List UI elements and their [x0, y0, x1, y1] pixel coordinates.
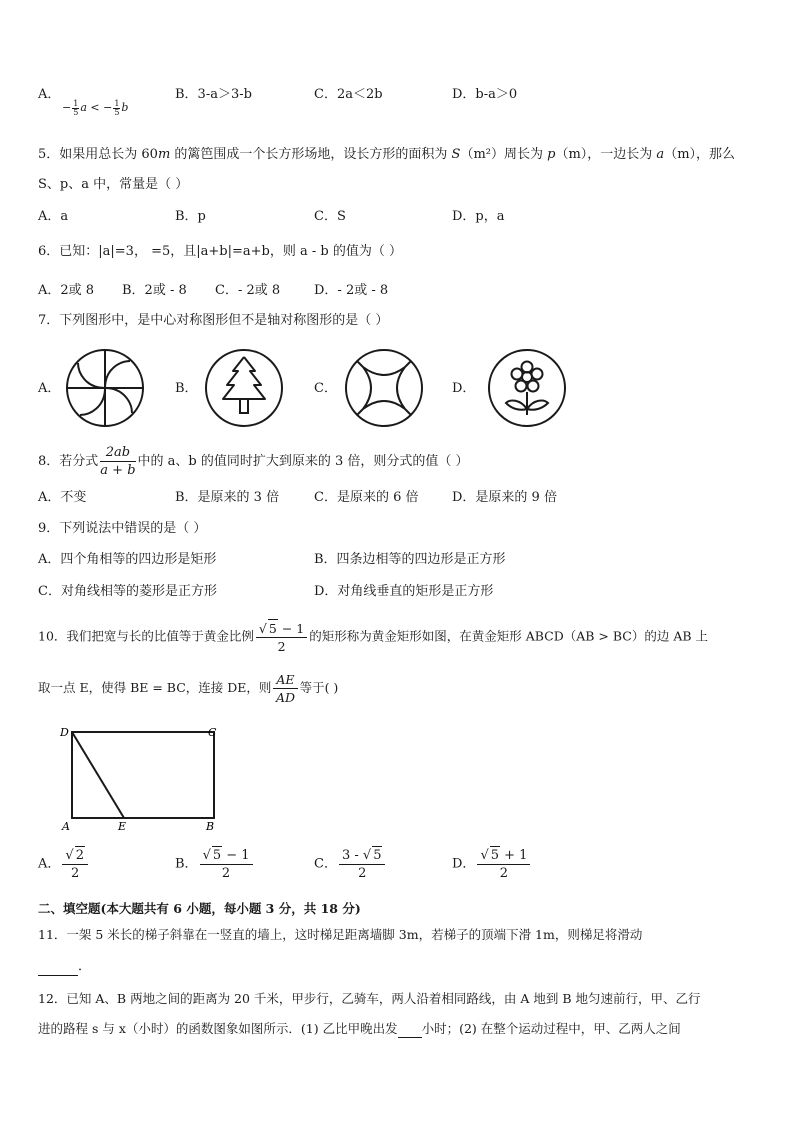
- q10-b-frac: $\frac{√ 5 - 1}{2}$: [200, 846, 253, 882]
- golden-rectangle-figure: [52, 722, 234, 834]
- q9-option-a: A．四个角相等的四边形是矩形: [38, 552, 217, 567]
- q5-stem-line2: S、p、a 中，常量是（ ）: [38, 177, 189, 192]
- q10-den: 2: [277, 639, 286, 654]
- label-a: A: [62, 820, 70, 833]
- q5-t7: （m），一边长为: [555, 147, 657, 162]
- q9-option-c: C．对角线相等的菱形是正方形: [38, 584, 217, 599]
- q11-tail: ．: [78, 959, 92, 974]
- q10-b-root: 5: [212, 848, 222, 863]
- label-d: D: [60, 726, 69, 739]
- flower-figure: [486, 347, 568, 429]
- q10-line2-post: 等于( ): [299, 680, 339, 695]
- q10-root: 5: [268, 621, 277, 636]
- q5-t4: S: [451, 147, 461, 162]
- q10-line2-pre: 取一点 E，使得 BE = BC，连接 DE，则: [38, 680, 272, 695]
- q8-fraction: [100, 444, 135, 479]
- q5-t3: 的篱笆围成一个长方形场地，设长方形的面积为: [170, 147, 452, 162]
- q4-a-label: A．: [38, 87, 61, 102]
- q5-t5: （m²）周长为: [460, 147, 548, 162]
- q10-d-label: D．: [452, 856, 476, 872]
- q6-option-d: D．- 2或 - 8: [314, 283, 389, 298]
- tree-figure: [203, 347, 285, 429]
- q10-ratio-fraction: [273, 671, 297, 706]
- q8-post: 中的 a、b 的值同时扩大到原来的 3 倍，则分式的值（ ）: [137, 454, 469, 469]
- q10-option-d: [452, 846, 532, 886]
- q10-d-frac: $\frac{√ 5 + 1}{2}$: [477, 846, 530, 882]
- q7-option-c-label: C．: [314, 381, 337, 396]
- q10-a-den: 2: [71, 866, 80, 881]
- q9-option-d: D．对角线垂直的矩形是正方形: [314, 584, 494, 599]
- q4-option-a: [38, 86, 60, 104]
- q10-stem-line2: [38, 671, 338, 711]
- q10-ratio-num: AE: [273, 671, 297, 689]
- q11-answer-line: [38, 958, 91, 976]
- q4-a-frac: [72, 100, 79, 117]
- q5-t2: m: [157, 147, 171, 162]
- q10-b-label: B．: [175, 856, 198, 872]
- q12-stem-line2: [38, 1020, 681, 1038]
- q10-b-den: 2: [221, 866, 231, 881]
- q10-golden-fraction: $\frac{√ 5 - 1}{2}$: [256, 619, 307, 655]
- q7-option-b-label: B．: [175, 381, 198, 396]
- q10-a-frac: $\frac{√ 2}{2}$: [62, 846, 88, 882]
- q5-option-a: A．a: [38, 209, 69, 224]
- q4-option-d: D．b-a＞0: [452, 87, 518, 102]
- q10-a-label: A．: [38, 856, 61, 872]
- q6-option-a: A．2或 8: [38, 283, 95, 298]
- q5-t8: a: [656, 147, 665, 162]
- q7-option-a-label: A．: [38, 381, 61, 396]
- q4-option-a-expr: [62, 99, 128, 117]
- q10-c-label: C．: [314, 856, 337, 872]
- label-b: B: [206, 820, 215, 833]
- q10-num-rest: − 1: [277, 621, 305, 636]
- q4-a-frac2-den: 5: [114, 107, 120, 117]
- q5-t1: 5．如果用总长为 60: [38, 147, 158, 162]
- q10-a-root: 2: [75, 848, 84, 863]
- q11-blank[interactable]: [38, 961, 78, 976]
- q5-stem-line1: [38, 146, 735, 164]
- q12-blank[interactable]: [398, 1023, 422, 1038]
- q8-option-a: A．不变: [38, 490, 87, 505]
- q10-c-frac: $\frac{3 - √ 5}{2}$: [339, 846, 386, 882]
- q10-post: 的矩形称为黄金矩形如图，在黄金矩形 ABCD（AB > BC）的边 AB 上: [309, 628, 708, 644]
- q4-option-c: C．2a＜2b: [314, 87, 383, 102]
- q10-c-root: 5: [373, 848, 382, 863]
- q5-option-d: D．p，a: [452, 209, 505, 224]
- q4-a-frac-num: 1: [73, 98, 79, 108]
- q8-pre: 8．若分式: [38, 454, 99, 469]
- q7-stem: 7．下列图形中，是中心对称图形但不是轴对称图形的是（ ）: [38, 313, 389, 328]
- q10-option-c: [314, 846, 387, 886]
- q4-a-minus: −: [62, 101, 72, 114]
- q8-frac-den: a + b: [100, 463, 136, 478]
- q5-t6: p: [547, 147, 556, 162]
- q4-option-b: B．3-a＞3-b: [175, 87, 252, 102]
- q9-stem: 9．下列说法中错误的是（ ）: [38, 521, 207, 536]
- q8-stem: [38, 444, 469, 480]
- q10-d-den: 2: [499, 866, 509, 881]
- label-c: C: [208, 726, 217, 739]
- q5-option-c: C．S: [314, 209, 346, 224]
- q10-option-b: [175, 846, 255, 886]
- q4-a-frac2: [113, 100, 120, 117]
- q12-stem-line1: 12．已知 A、B 两地之间的距离为 20 千米，甲步行，乙骑车，两人沿着相同路线，由 A 地到 B 地匀速前行，甲、乙行: [38, 991, 701, 1006]
- q4-a-frac-den: 5: [73, 107, 79, 117]
- q4-a-frac2-num: 1: [114, 98, 120, 108]
- q4-a-lt: < −: [86, 101, 113, 114]
- q8-option-b: B．是原来的 3 倍: [175, 490, 280, 505]
- q8-option-c: C．是原来的 6 倍: [314, 490, 419, 505]
- q10-b-rest: − 1: [222, 848, 250, 863]
- q4-a-var1: a: [80, 101, 87, 114]
- section-title-fill-in: 二、填空题(本大题共有 6 小题，每小题 3 分，共 18 分): [38, 901, 361, 916]
- q11-stem: 11．一架 5 米长的梯子斜靠在一竖直的墙上，这时梯足距离墙脚 3m，若梯子的顶端下滑 1m，则梯足将滑动: [38, 927, 643, 942]
- q10-stem-line1: [38, 619, 708, 659]
- q10-d-rest: + 1: [500, 848, 528, 863]
- q4-a-var2: b: [121, 101, 129, 114]
- q6-option-c: C．- 2或 8: [215, 283, 281, 298]
- pinwheel-figure: [64, 347, 146, 429]
- q10-c-den: 2: [358, 866, 367, 881]
- concave-square-figure: [343, 347, 425, 429]
- q10-pre: 10．我们把宽与长的比值等于黄金比例: [38, 628, 254, 644]
- q10-option-a: [38, 846, 90, 886]
- q10-d-root: 5: [490, 848, 500, 863]
- q12-line2-b: 小时；(2) 在整个运动过程中，甲、乙两人之间: [421, 1021, 681, 1036]
- q8-option-d: D．是原来的 9 倍: [452, 490, 557, 505]
- label-e: E: [118, 820, 127, 833]
- q9-option-b: B．四条边相等的四边形是正方形: [314, 552, 506, 567]
- q5-t9: （m），那么: [664, 147, 736, 162]
- q6-stem: 6．已知：|a|=3， =5，且|a+b|=a+b，则 a - b 的值为（ ）: [38, 244, 402, 259]
- q6-option-b: B．2或 - 8: [122, 283, 187, 298]
- q12-line2-a: 进的路程 s 与 x（小时）的函数图象如图所示．(1) 乙比甲晚出发: [38, 1021, 398, 1036]
- q8-frac-num: 2ab: [100, 444, 135, 462]
- q10-ratio-den: AD: [275, 690, 296, 705]
- q5-option-b: B．p: [175, 209, 206, 224]
- q7-option-d-label: D．: [452, 381, 476, 396]
- q10-c-pre: 3 -: [341, 848, 363, 863]
